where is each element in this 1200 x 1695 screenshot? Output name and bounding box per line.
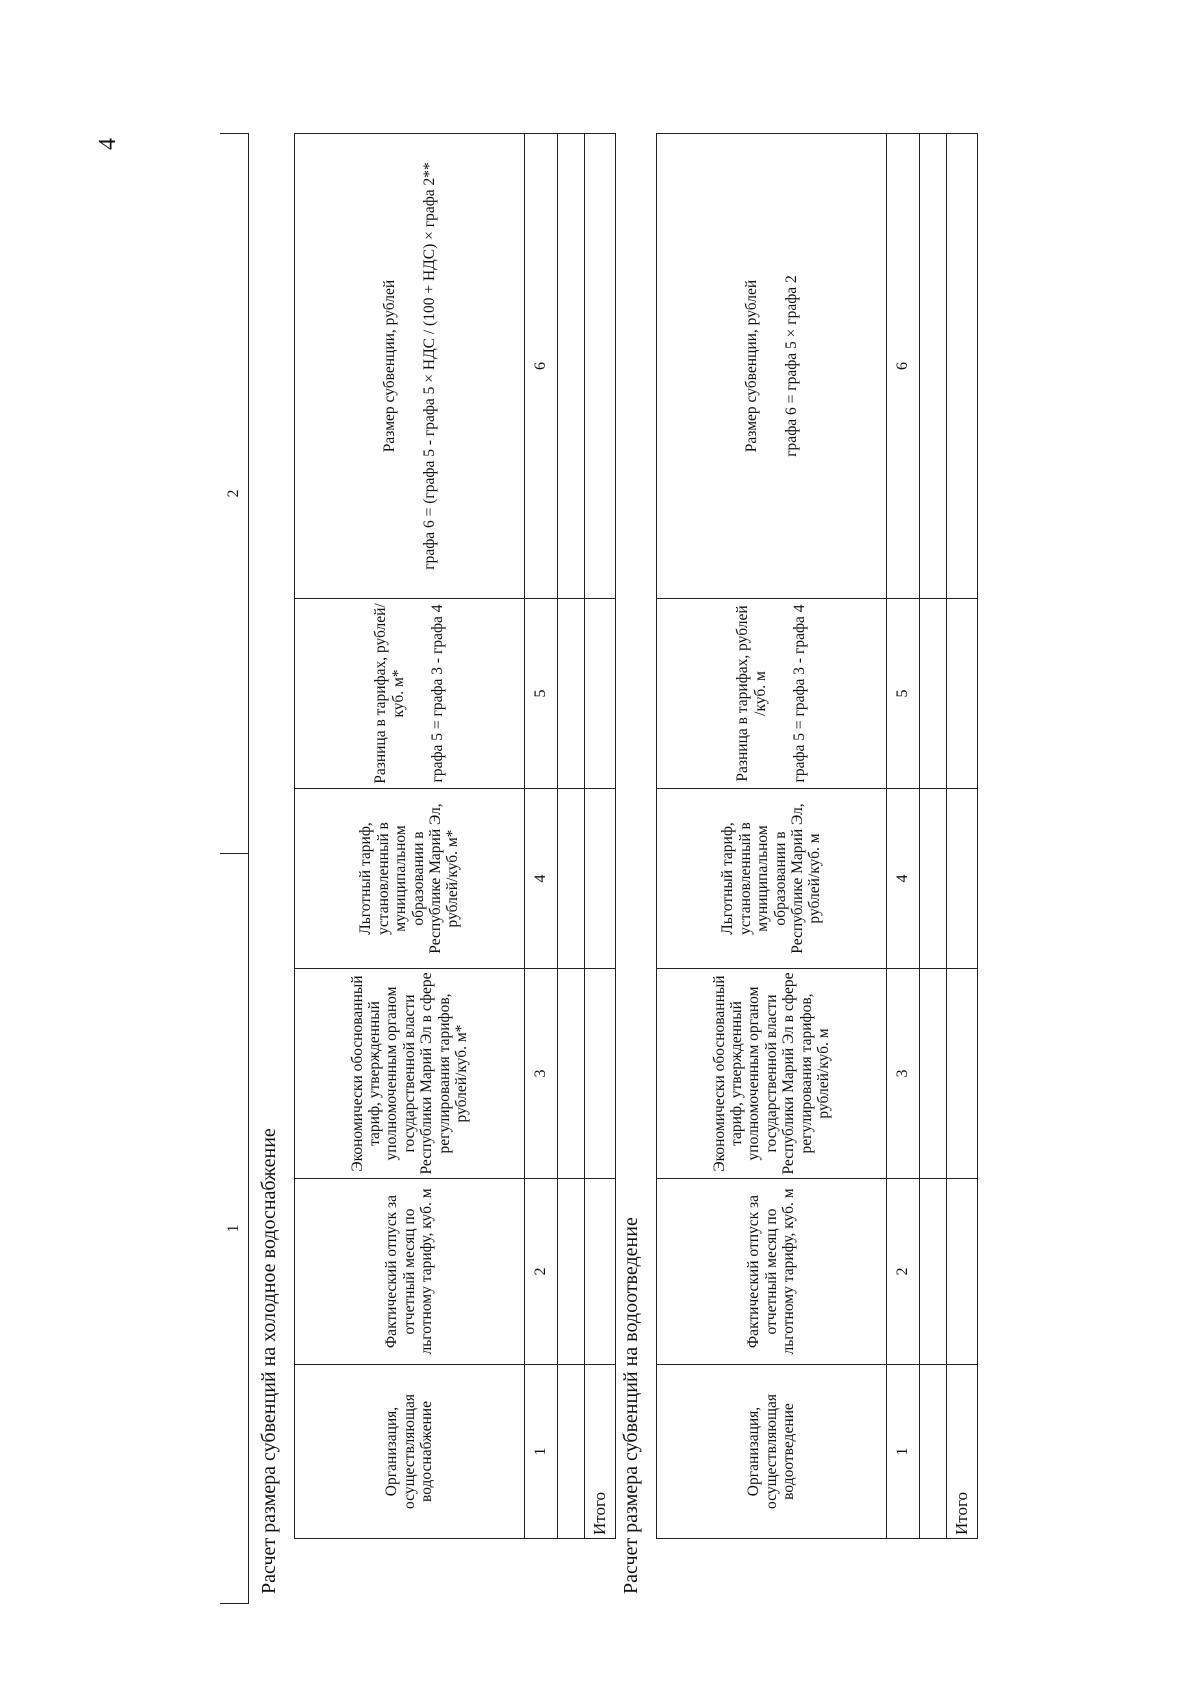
- wastewater-table: [656, 133, 978, 1539]
- cold-water-header-tariff-difference: Разница в тарифах, рублей/куб. м* графа 5 = графа 3 - графа 4: [295, 599, 525, 789]
- wastewater-col-number: 5: [887, 599, 920, 789]
- cold-water-header-subvention: Размер субвенции, рублей графа 6 = (графа 5 - графа 5 × НДС / (100 + НДС) × графа 2**: [295, 134, 525, 599]
- cold-water-col-number: 5: [525, 599, 558, 789]
- cold-water-col-number: 3: [525, 969, 558, 1179]
- cold-water-col-number: 6: [525, 134, 558, 599]
- cold-water-header-volume: Фактический отпуск за отчетный месяц по льготному тарифу, куб. м: [295, 1179, 525, 1365]
- wastewater-col-number: 1: [887, 1365, 920, 1539]
- wastewater-col-number: 2: [887, 1179, 920, 1365]
- cold-water-table: [294, 133, 616, 1539]
- cold-water-col-number: 4: [525, 789, 558, 969]
- wastewater-header-subvention: Размер субвенции, рублей графа 6 = графа 5 × графа 2: [657, 134, 887, 599]
- wastewater-col-number: 3: [887, 969, 920, 1179]
- cold-water-col-number: 1: [525, 1365, 558, 1539]
- page-number: 4: [95, 138, 121, 150]
- wastewater-col-number: 6: [887, 134, 920, 599]
- wastewater-header-preferential-tariff: Льготный тариф, установленный в муниципальном образовании в Республике Марий Эл, рублей/куб. м: [657, 789, 887, 969]
- wastewater-col-number: 4: [887, 789, 920, 969]
- wastewater-header-org: Организация, осуществляющая водоотведение: [657, 1365, 887, 1539]
- wastewater-total-row: [947, 134, 978, 1539]
- cold-water-title: Расчет размера субвенций на холодное водоснабжение: [258, 1128, 280, 1594]
- cold-water-header-preferential-tariff: Льготный тариф, установленный в муниципальном образовании в Республике Марий Эл, рублей/куб. м*: [295, 789, 525, 969]
- cold-water-col-number: 2: [525, 1179, 558, 1365]
- landscape-sheet: [220, 134, 980, 1604]
- cold-water-total-row: [585, 134, 616, 1539]
- continuation-col-1: 1: [220, 854, 249, 1604]
- continuation-table: [220, 133, 249, 1604]
- continuation-col-2: 2: [220, 134, 249, 854]
- wastewater-header-tariff-difference: Разница в тарифах, рублей /куб. м графа 5 = графа 3 - графа 4: [657, 599, 887, 789]
- wastewater-data-row: [920, 134, 947, 1539]
- cold-water-total-label: Итого: [585, 1365, 616, 1539]
- cold-water-header-org: Организация, осуществляющая водоснабжение: [295, 1365, 525, 1539]
- wastewater-total-label: Итого: [947, 1365, 978, 1539]
- cold-water-header-economic-tariff: Экономически обоснованный тариф, утвержденный уполномоченным органом государственной власти Республики Марий Эл в сфере регулирования тарифов, рублей/куб. м*: [295, 969, 525, 1179]
- cold-water-data-row: [558, 134, 585, 1539]
- wastewater-header-volume: Фактический отпуск за отчетный месяц по льготному тарифу, куб. м: [657, 1179, 887, 1365]
- wastewater-title: Расчет размера субвенций на водоотведение: [620, 1217, 642, 1594]
- wastewater-header-economic-tariff: Экономически обоснованный тариф, утвержденный уполномоченным органом государственной власти Республики Марий Эл в сфере регулирования тарифов, рублей/куб. м: [657, 969, 887, 1179]
